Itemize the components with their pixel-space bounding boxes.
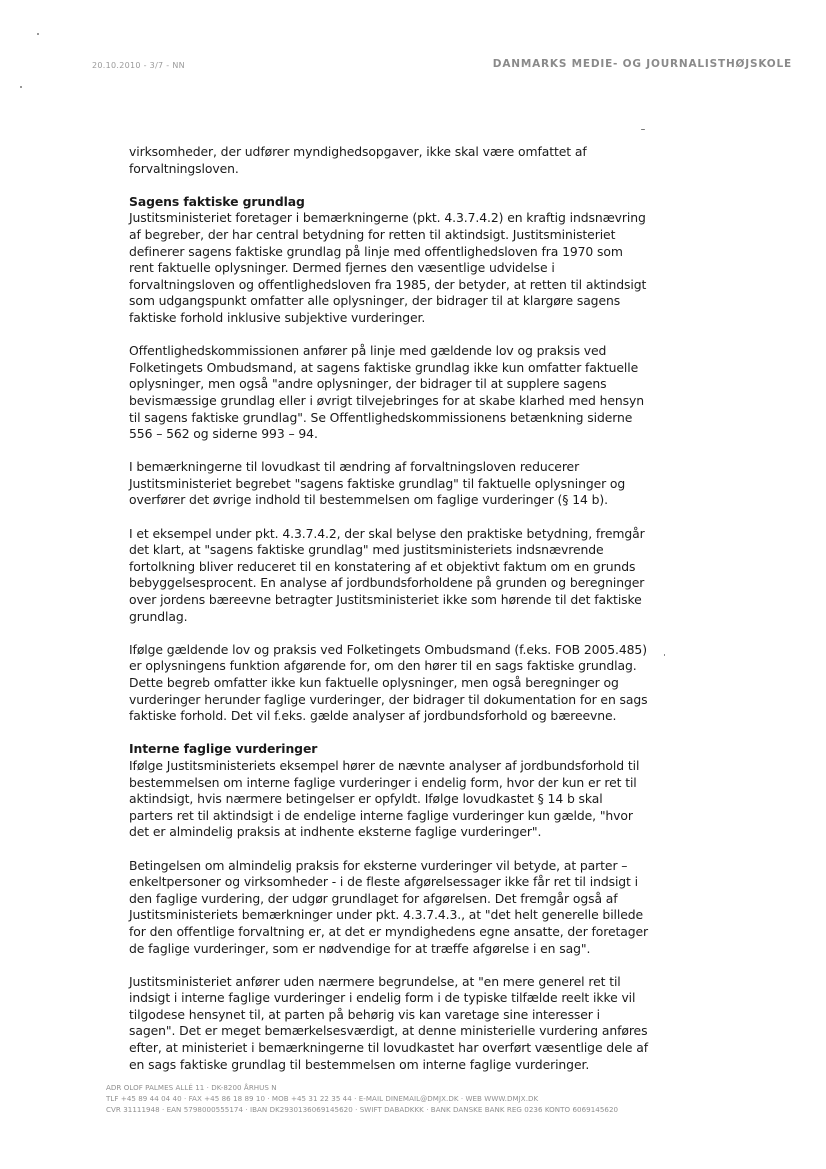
paragraph: Ifølge gældende lov og praksis ved Folketingets Ombudsmand (f.eks. FOB 2005.485) er oplysningens funktion afgørende for, om den hører til en sags faktiske grundlag. Dette begreb omfatter ikke kun faktuelle oplysninger, men også beregninger og vurderinger herunder faglige vurderinger, der bidrager til dokumentation for en sags faktiske forhold. Det vil f.eks. gælde analyser af jordbundsforhold og bæreevne.: [129, 641, 648, 724]
section-heading: Interne faglige vurderinger: [129, 741, 318, 757]
header-reference: 20.10.2010 - 3/7 - NN: [92, 61, 185, 70]
paragraph: I bemærkningerne til lovudkast til ændring af forvaltningsloven reducerer Justitsministeriet begrebet "sagens faktiske grundlag" til faktuelle oplysninger og overfører det øvrige indhold til bestemmelsen om faglige vurderinger (§ 14 b).: [129, 459, 626, 508]
paragraph: virksomheder, der udfører myndighedsopgaver, ikke skal være omfattet af forvaltningsloven.: [129, 144, 587, 176]
scan-speck: [641, 129, 645, 130]
footer-address: ADR OLOF PALMES ALLÉ 11 · DK-8200 ÅRHUS N: [106, 1083, 277, 1092]
paragraph: Ifølge Justitsministeriets eksempel hører de nævnte analyser af jordbundsforhold til bestemmelsen om interne faglige vurderinger i endelig form, hvor der kun er ret til aktindsigt, hvis nærmere betingelser er opfyldt. Ifølge lovudkastet § 14 b skal parters ret til aktindsigt i de endelige interne faglige vurderinger kun gælde, "hvor det er almindelig praksis at indhente eksterne faglige vurderinger".: [129, 757, 640, 840]
scan-speck: [37, 33, 39, 35]
paragraph: Justitsministeriet foretager i bemærkningerne (pkt. 4.3.7.4.2) en kraftig indsnævring af begreber, der har central betydning for retten til aktindsigt. Justitsministeriet definerer sagens faktiske grundlag på linje med offentlighedsloven fra 1970 som rent faktuelle oplysninger. Dermed fjernes den væsentlige udvidelse i forvaltningsloven og offentlighedsloven fra 1985, der betyder, at retten til aktindsigt som udgangspunkt omfatter alle oplysninger, der bidrager til at klargøre sagens faktiske forhold inklusive subjektive vurderinger.: [129, 210, 647, 325]
paragraph: Offentlighedskommissionen anfører på linje med gældende lov og praksis ved Folketingets Ombudsmand, at sagens faktiske grundlag ikke kun omfatter faktuelle oplysninger, men også "andre oplysninger, der bidrager til at supplere sagens bevismæssige grundlag eller i øvrigt tilvejebringes for at skabe klarhed med hensyn til sagens faktiske grundlag". Se Offentlighedskommissionens betænkning siderne 556 – 562 og siderne 993 – 94.: [129, 343, 644, 442]
scan-speck: [20, 86, 22, 88]
section-heading: Sagens faktiske grundlag: [129, 193, 305, 209]
document-body: [129, 144, 649, 1090]
paragraph: Justitsministeriet anfører uden nærmere begrundelse, at "en mere generel ret til indsigt i interne faglige vurderinger i endelig form i de typiske tilfælde reelt ikke vil tilgodese hensynet til, at parten på behørig vis kan varetage sine interesser i sagen". Det er meget bemærkelsesværdigt, at denne ministerielle vurdering anføres efter, at ministeriet i bemærkningerne til lovudkastet har overført væsentlige dele af en sags faktiske grundlag til bestemmelsen om interne faglige vurderinger.: [129, 973, 649, 1072]
header-organization: DANMARKS MEDIE- OG JOURNALISTHØJSKOLE: [492, 58, 792, 70]
paragraph: I et eksempel under pkt. 4.3.7.4.2, der skal belyse den praktiske betydning, fremgår det klart, at "sagens faktiske grundlag" med justitsministeriets indsnævrende fortolkning bliver reduceret til en konstatering af et objektivt faktum om en grunds bebyggelsesprocent. En analyse af jordbundsforholdene på grunden og beregninger over jordens bæreevne betragter Justitsministeriet ikke som hørende til det faktiske grundlag.: [129, 525, 645, 624]
paragraph: Betingelsen om almindelig praksis for eksterne vurderinger vil betyde, at parter – enkeltpersoner og virksomheder - i de fleste afgørelsessager ikke får ret til indsigt i den faglige vurdering, der udgør grundlaget for afgørelsen. Det fremgår også af Justitsministeriets bemærkninger under pkt. 4.3.7.4.3., at "det helt generelle billede for den offentlige forvaltning er, at det er myndighedens egne ansatte, der foretager de faglige vurderinger, som er nødvendige for at træffe afgørelse i en sag".: [129, 857, 649, 956]
footer-phone-email: TLF +45 89 44 04 40 · FAX +45 86 18 89 10 · MOB +45 31 22 35 44 · E-MAIL DINEMAIL@DMJX.DK · WEB WWW.DMJX.DK: [106, 1093, 539, 1103]
footer-bank: CVR 31111948 · EAN 5798000555174 · IBAN DK2930136069145620 · SWIFT DABADKKK · BANK DANSKE BANK REG 0236 KONTO 6069145620: [106, 1104, 619, 1114]
footer-contact: [106, 1083, 706, 1115]
scan-speck: [664, 654, 665, 656]
